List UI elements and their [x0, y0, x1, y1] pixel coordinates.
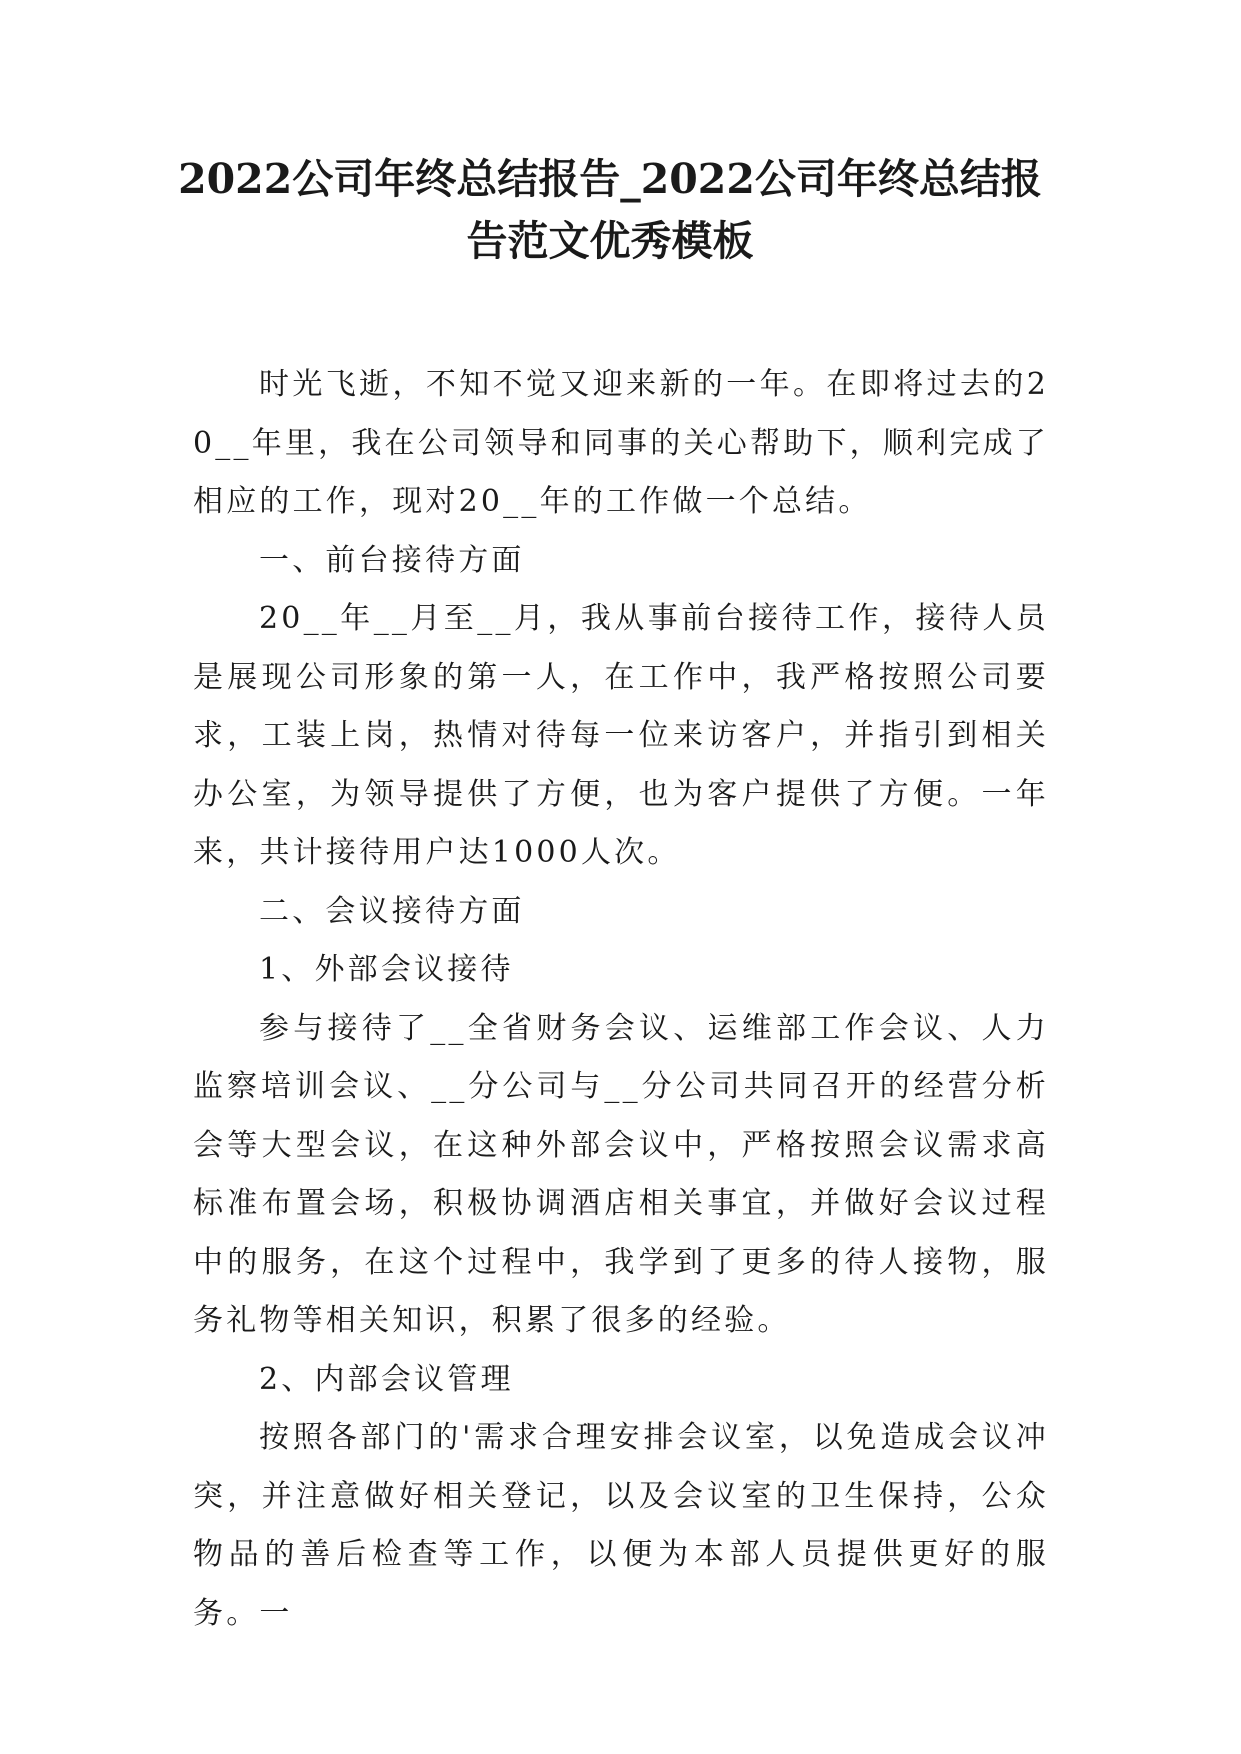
subheading-internal-meetings: 2、内部会议管理 [259, 1361, 514, 1397]
section-heading-reception: 一、前台接待方面 [259, 542, 525, 578]
paragraph-internal-meetings: 按照各部门的'需求合理安排会议室，以免造成会议冲突，并注意做好相关登记，以及会议室的卫生保持，公众物品的善后检查等工作，以便为本部人员提供更好的服务。一 [193, 1420, 1049, 1631]
document-body [193, 356, 1049, 1643]
paragraph-intro: 时光飞逝，不知不觉又迎来新的一年。在即将过去的20__年里，我在公司领导和同事的关心帮助下，顺利完成了相应的工作，现对20__年的工作做一个总结。 [193, 367, 1049, 519]
document-title: 2022公司年终总结报告_2022公司年终总结报告范文优秀模板 [178, 155, 1042, 265]
paragraph-reception: 20__年__月至__月，我从事前台接待工作，接待人员是展现公司形象的第一人，在工作中，我严格按照公司要求，工装上岗，热情对待每一位来访客户，并指引到相关办公室，为领导提供了方便，也为客户提供了方便。一年来，共计接待用户达1000人次。 [193, 601, 1049, 870]
subheading-external-meetings: 1、外部会议接待 [259, 952, 514, 987]
section-heading-meetings: 二、会议接待方面 [259, 893, 525, 929]
paragraph-external-meetings: 参与接待了__全省财务会议、运维部工作会议、人力监察培训会议、__分公司与__分公司共同召开的经营分析会等大型会议，在这种外部会议中，严格按照会议需求高标准布置会场，积极协调酒店相关事宜，并做好会议过程中的服务，在这个过程中，我学到了更多的待人接物，服务礼物等相关知识，积累了很多的经验。 [193, 1010, 1049, 1338]
